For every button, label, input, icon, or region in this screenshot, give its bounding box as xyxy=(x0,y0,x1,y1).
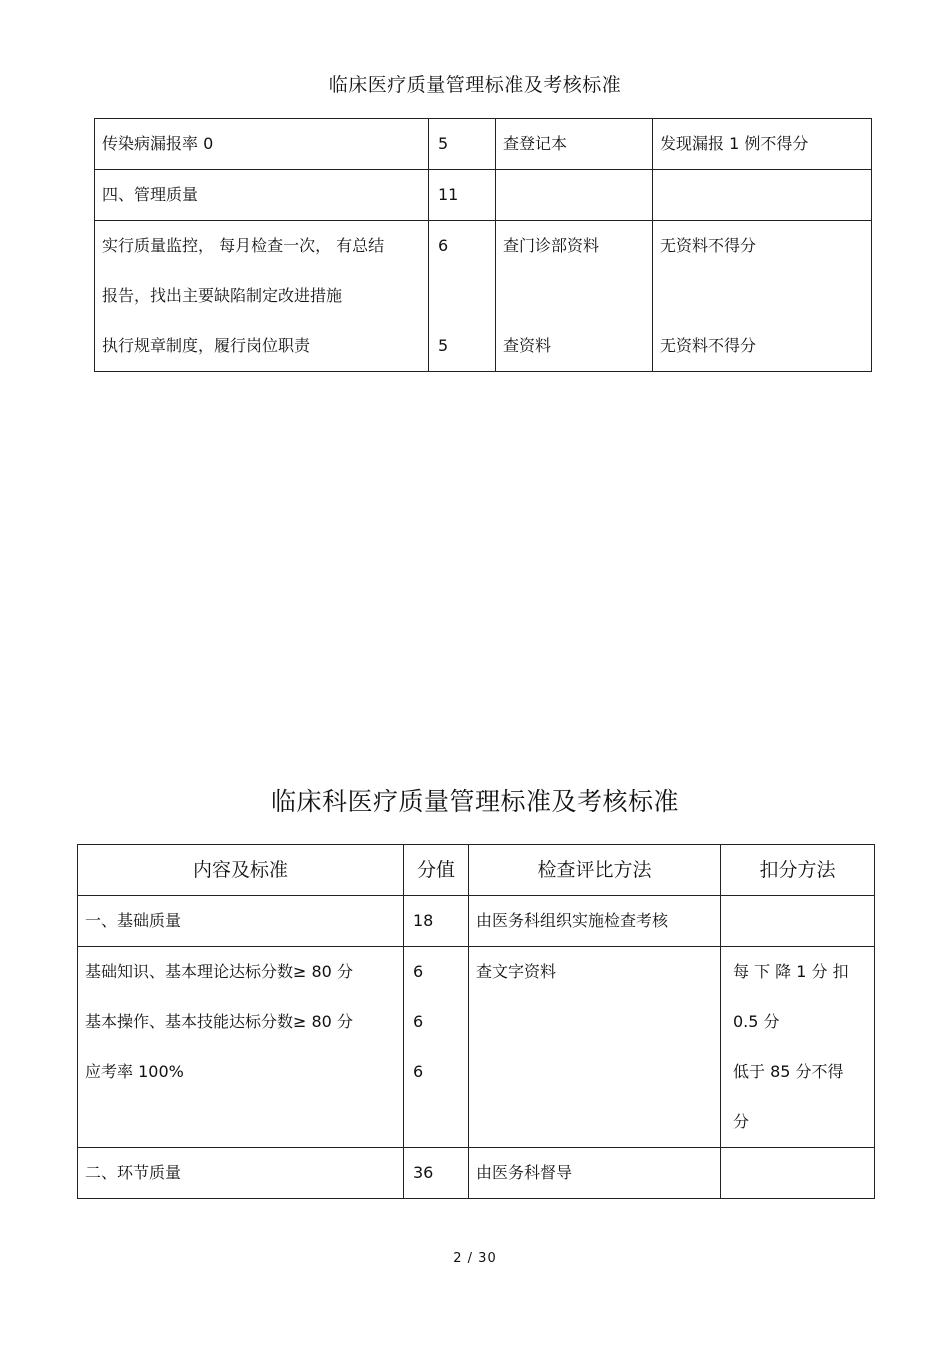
cell-line: 应考率 100% xyxy=(85,1062,184,1081)
cell-line: 由医务科督导 xyxy=(476,1163,573,1182)
header-content: 内容及标准 xyxy=(78,845,404,896)
cell-score xyxy=(404,1148,469,1199)
cell-line: 基本操作、基本技能达标分数≥ 80 分 xyxy=(85,1012,353,1031)
cell-line xyxy=(413,1097,461,1147)
cell-line: 二、环节质量 xyxy=(85,1163,182,1182)
table-body xyxy=(78,896,875,1199)
table-body xyxy=(95,119,872,372)
table-row xyxy=(95,221,872,372)
cell-deduct xyxy=(721,947,875,1148)
table-row xyxy=(78,896,875,947)
standards-table xyxy=(77,844,875,1199)
cell-line xyxy=(476,1097,713,1147)
cell-content xyxy=(78,947,404,1148)
cell-content xyxy=(95,119,429,170)
cell-line: 一、基础质量 xyxy=(85,911,182,930)
table-header xyxy=(78,845,875,896)
cell-deduct xyxy=(653,170,872,221)
cell-line: 报告，找出主要缺陷制定改进措施 xyxy=(102,286,343,305)
cell-method xyxy=(469,947,721,1148)
cell-method xyxy=(496,119,653,170)
table-row xyxy=(95,170,872,221)
cell-method xyxy=(496,170,653,221)
cell-line: 0.5 分 xyxy=(733,1012,780,1031)
cell-line xyxy=(733,1148,867,1198)
cell-line xyxy=(503,170,645,220)
cell-line: 查门诊部资料 xyxy=(503,236,600,255)
cell-line: 传染病漏报率 0 xyxy=(102,134,214,153)
header-method: 检查评比方法 xyxy=(469,845,721,896)
page-title-top: 临床医疗质量管理标准及考核标准 xyxy=(328,74,622,96)
cell-content xyxy=(95,170,429,221)
table-row xyxy=(78,947,875,1148)
page-indicator: 2 / 30 xyxy=(453,1251,497,1266)
cell-content xyxy=(78,896,404,947)
cell-line: 发现漏报 1 例不得分 xyxy=(660,134,809,153)
table-row xyxy=(95,119,872,170)
cell-line: 5 xyxy=(438,336,449,355)
cell-method xyxy=(469,896,721,947)
cell-line xyxy=(660,170,864,220)
cell-deduct xyxy=(721,896,875,947)
cell-line xyxy=(733,896,867,946)
cell-score xyxy=(404,947,469,1148)
cell-deduct xyxy=(653,221,872,372)
cell-line: 执行规章制度，履行岗位职责 xyxy=(102,336,311,355)
cell-line: 6 xyxy=(413,962,424,981)
cell-deduct xyxy=(653,119,872,170)
cell-line: 36 xyxy=(413,1163,434,1182)
cell-line: 18 xyxy=(413,911,434,930)
cell-line: 无资料不得分 xyxy=(660,236,757,255)
page-title-main: 临床科医疗质量管理标准及考核标准 xyxy=(270,787,679,816)
cell-line: 11 xyxy=(438,185,459,204)
cell-line: 每 下 降 1 分 扣 xyxy=(733,962,849,981)
cell-line xyxy=(476,1047,713,1097)
header-deduct: 扣分方法 xyxy=(721,845,875,896)
cell-method xyxy=(496,221,653,372)
cell-line xyxy=(503,271,645,321)
cell-line xyxy=(85,1097,396,1147)
cell-line: 查文字资料 xyxy=(476,962,557,981)
cell-line: 查登记本 xyxy=(503,134,568,153)
cell-line: 基础知识、基本理论达标分数≥ 80 分 xyxy=(85,962,353,981)
cell-line: 分 xyxy=(733,1112,750,1131)
cell-line: 6 xyxy=(438,236,449,255)
cell-score xyxy=(404,896,469,947)
cell-line xyxy=(660,271,864,321)
standards-table-continued xyxy=(94,118,872,372)
cell-content xyxy=(78,1148,404,1199)
cell-method xyxy=(469,1148,721,1199)
cell-line: 低于 85 分不得 xyxy=(733,1062,844,1081)
header-row xyxy=(78,845,875,896)
header-score: 分值 xyxy=(404,845,469,896)
cell-line: 6 xyxy=(413,1062,424,1081)
cell-score xyxy=(429,221,496,372)
cell-score xyxy=(429,170,496,221)
cell-line: 由医务科组织实施检查考核 xyxy=(476,911,669,930)
cell-line: 查资料 xyxy=(503,336,552,355)
cell-line: 无资料不得分 xyxy=(660,336,757,355)
cell-line: 5 xyxy=(438,134,449,153)
cell-score xyxy=(429,119,496,170)
cell-line xyxy=(476,997,713,1047)
cell-line: 四、管理质量 xyxy=(102,185,199,204)
cell-content xyxy=(95,221,429,372)
cell-line: 实行质量监控， 每月检查一次， 有总结 xyxy=(102,236,385,255)
cell-line: 6 xyxy=(413,1012,424,1031)
table-row xyxy=(78,1148,875,1199)
cell-deduct xyxy=(721,1148,875,1199)
cell-line xyxy=(438,271,488,321)
